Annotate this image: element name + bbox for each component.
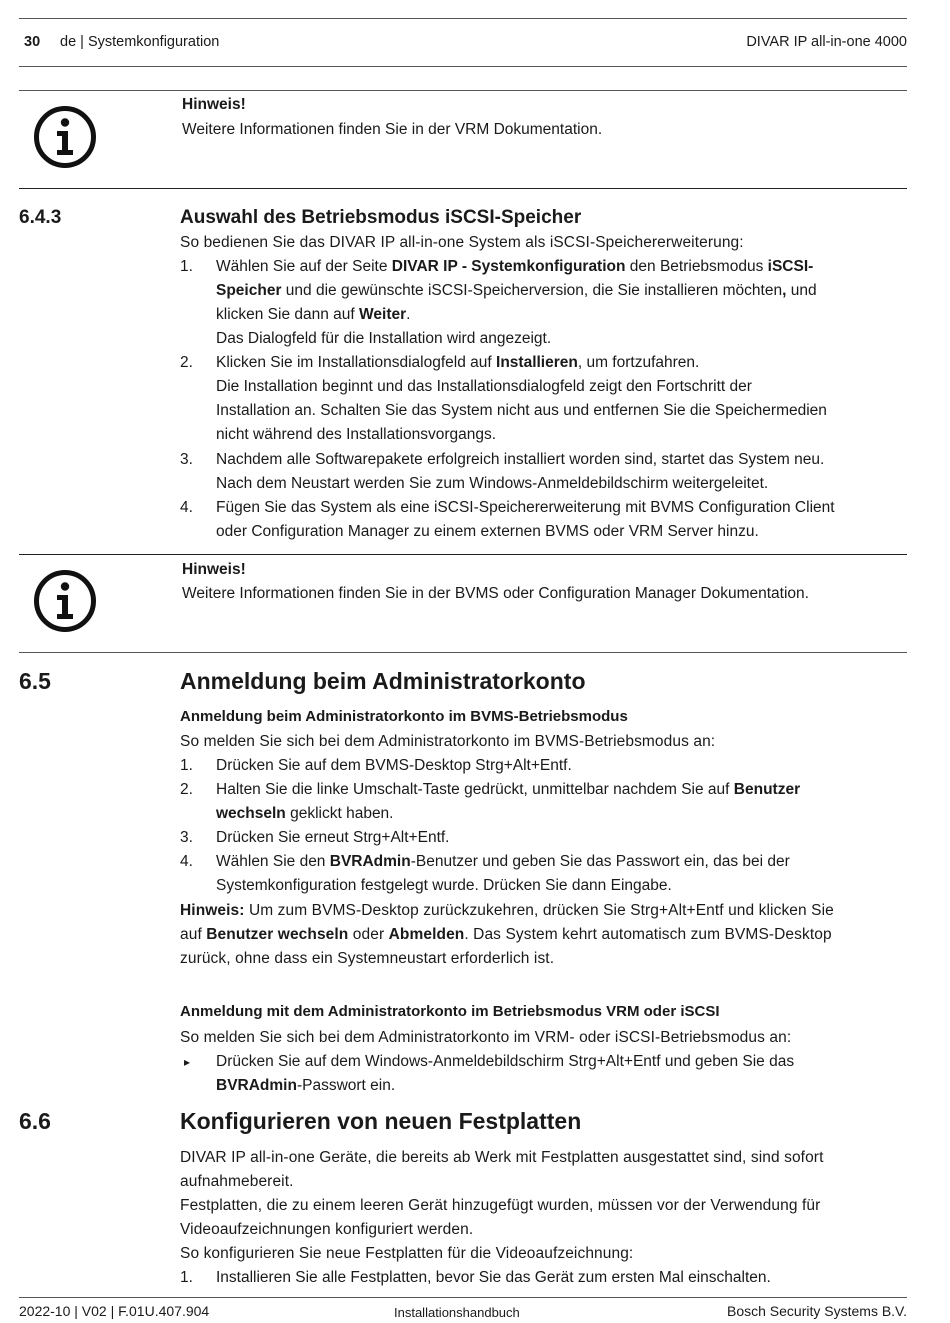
note2-top-rule xyxy=(19,554,907,555)
info-icon xyxy=(33,569,97,633)
footer-version: 2022-10 | V02 | F.01U.407.904 xyxy=(19,1303,210,1319)
subsection-heading-vrm-iscsi: Anmeldung mit dem Administratorkonto im Betriebsmodus VRM oder iSCSI xyxy=(180,1003,720,1020)
note1-bottom-rule xyxy=(19,188,907,189)
note1-title: Hinweis! xyxy=(182,96,246,113)
note1-text: Weitere Informationen finden Sie in der VRM Dokumentation. xyxy=(182,121,603,138)
info-icon xyxy=(33,105,97,169)
subsection-heading-bvms: Anmeldung beim Administratorkonto im BVMS-Betriebsmodus xyxy=(180,708,628,725)
footer-company: Bosch Security Systems B.V. xyxy=(727,1303,907,1319)
footer-rule xyxy=(19,1297,907,1298)
section-title-6-5: Anmeldung beim Administratorkonto xyxy=(180,668,586,694)
bullet-arrow-icon: ▸ xyxy=(184,1055,191,1069)
note2-text: Weitere Informationen finden Sie in der BVMS oder Configuration Manager Dokumentation. xyxy=(182,585,809,602)
section-number-6-4-3: 6.4.3 xyxy=(19,207,62,228)
section-6-6-body: DIVAR IP all-in-one Geräte, die bereits ab Werk mit Festplatten ausgestattet sind, sind sofort aufnahmebereit. Festplatten, die zu einem leeren Gerät hinzugefügt wurden, müssen vor der Verwendung für Videoaufzeichnungen konfiguriert werden. So konfigurieren Sie neue Festplatten für die Videoaufzeichnung: xyxy=(180,1149,824,1262)
section-6-4-3-intro: So bedienen Sie das DIVAR IP all-in-one System als iSCSI-Speichererweiterung: xyxy=(180,234,744,251)
note1-top-rule xyxy=(19,90,907,91)
section-number-6-5: 6.5 xyxy=(19,668,51,694)
note2-bottom-rule xyxy=(19,652,907,653)
header-top-rule xyxy=(19,18,907,19)
subsection-vrm-iscsi-intro: So melden Sie sich bei dem Administratorkonto im VRM- oder iSCSI-Betriebsmodus an: xyxy=(180,1029,792,1046)
header-product: DIVAR IP all-in-one 4000 xyxy=(746,34,907,50)
section-number-6-6: 6.6 xyxy=(19,1108,51,1134)
page-number: 30 xyxy=(24,34,41,50)
header-section: de | Systemkonfiguration xyxy=(60,34,220,50)
subsection-bvms-intro: So melden Sie sich bei dem Administratorkonto im BVMS-Betriebsmodus an: xyxy=(180,733,716,750)
header-bottom-rule xyxy=(19,66,907,67)
bvms-hint: Hinweis: Um zum BVMS-Desktop zurückzukehren, drücken Sie Strg+Alt+Entf und klicken Sie auf Benutzer wechseln oder Abmelden. Das System kehrt automatisch zum BVMS-Desktop zurück, ohne dass ein Systemneustart erforderlich ist. xyxy=(180,902,834,967)
section-title-6-4-3: Auswahl des Betriebsmodus iSCSI-Speicher xyxy=(180,207,582,228)
note2-title: Hinweis! xyxy=(182,561,246,578)
footer-doc-type: Installationshandbuch xyxy=(394,1305,520,1320)
section-title-6-6: Konfigurieren von neuen Festplatten xyxy=(180,1108,582,1134)
